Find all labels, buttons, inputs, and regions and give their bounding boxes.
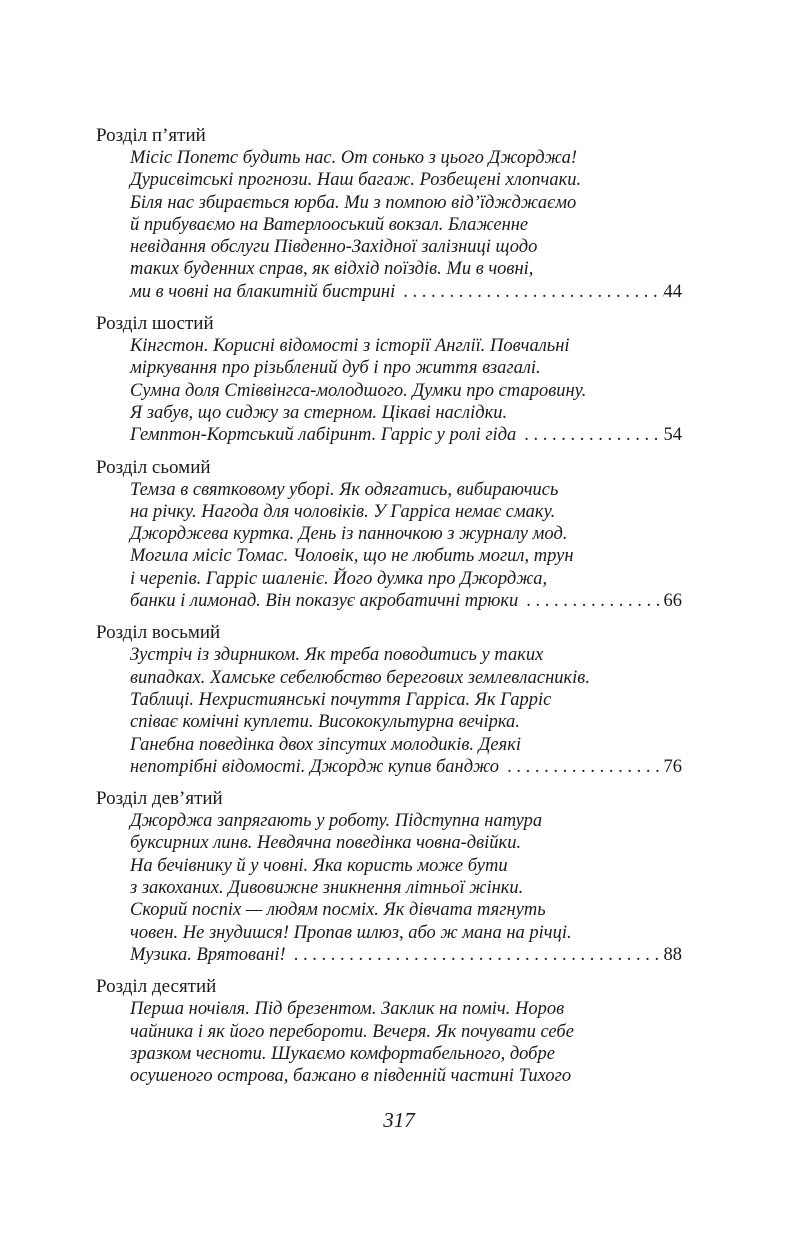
- summary-line: На бечівнику й у човні. Яка користь може бути: [130, 855, 508, 876]
- toc-entry-chapter-7: [96, 457, 682, 613]
- chapter-title: Розділ сьомий: [96, 456, 211, 478]
- summary-line: міркування про різьблений дуб і про життя взагалі.: [130, 358, 541, 379]
- page-reference: 76: [663, 756, 682, 777]
- summary-line: банки і лимонад. Він показує акробатичні трюки: [130, 591, 519, 612]
- summary-line: чайника і як його перебороти. Вечеря. Як почувати себе: [130, 1021, 574, 1042]
- summary-line: таких буденних справ, як відхід поїздів. Ми в човні,: [130, 259, 534, 280]
- summary-line: з закоханих. Дивовижне зникнення літньої жінки.: [130, 878, 524, 899]
- summary-line: непотрібні відомості. Джордж купив банджо: [130, 756, 500, 777]
- page-reference: 44: [663, 281, 682, 302]
- summary-last-line: [96, 944, 682, 966]
- chapter-title: Розділ шостий: [96, 313, 214, 335]
- dot-leader: [518, 590, 663, 612]
- summary-line: Перша ночівля. Під брезентом. Заклик на поміч. Норов: [130, 999, 565, 1020]
- page-reference: 54: [663, 425, 682, 446]
- toc-entry-chapter-9: [96, 788, 682, 966]
- page-number: 317: [383, 1108, 415, 1132]
- table-of-contents: [96, 125, 682, 1097]
- summary-line: Біля нас збирається юрба. Ми з помпою від’їджджаємо: [130, 192, 577, 213]
- chapter-title: Розділ дев’ятий: [96, 788, 223, 810]
- toc-entry-chapter-5: [96, 125, 682, 303]
- page-reference: 88: [663, 944, 682, 965]
- summary-line: випадках. Хамське себелюбство берегових землевласників.: [130, 667, 590, 688]
- summary-line: буксирних линв. Невдячна поведінка човна-двійки.: [130, 833, 522, 854]
- dot-leader: [286, 944, 664, 966]
- summary-line: Джорджа запрягають у роботу. Підступна натура: [130, 811, 543, 832]
- summary-line: Гемптон-Кортський лабіринт. Гарріс у ролі гіда: [130, 425, 517, 446]
- summary-line: Дурисвітські прогнози. Наш багаж. Розбещені хлопчаки.: [130, 170, 582, 191]
- dot-leader: [499, 756, 663, 778]
- chapter-title: Розділ восьмий: [96, 622, 221, 644]
- summary-line: осушеного острова, бажано в південній частині Тихого: [130, 1066, 572, 1087]
- summary-line: Джорджева куртка. День із панночкою з журналу мод.: [130, 524, 568, 545]
- page-reference: 66: [663, 591, 682, 612]
- summary-last-line: [96, 590, 682, 612]
- dot-leader: [516, 424, 663, 446]
- dot-leader: [395, 281, 663, 303]
- summary-line: Сумна доля Стіввінгса-молодшого. Думки про старовину.: [130, 380, 587, 401]
- summary-line: Зустріч із здирником. Як треба поводитись у таких: [130, 645, 544, 666]
- summary-line: невідання обслуги Південно-Західної залізниці щодо: [130, 237, 538, 258]
- summary-line: співає комічні куплети. Висококультурна вечірка.: [130, 712, 520, 733]
- summary-line: і черепів. Гарріс шаленіє. Його думка про Джорджа,: [130, 568, 548, 589]
- chapter-title: Розділ п’ятий: [96, 125, 206, 146]
- summary-line: Музика. Врятовані!: [130, 944, 286, 965]
- summary-line: ми в човні на блакитній бистрині: [130, 281, 396, 302]
- summary-line: Місіс Попетс будить нас. От сонько з цього Джорджа!: [130, 148, 578, 168]
- summary-line: Я забув, що сиджу за стерном. Цікаві наслідки.: [130, 402, 508, 423]
- summary-line: Ганебна поведінка двох зіпсутих молодиків. Деякі: [130, 734, 522, 755]
- summary-line: на річку. Нагода для чоловіків. У Гарріса немає смаку.: [130, 501, 556, 522]
- chapter-title: Розділ десятий: [96, 976, 217, 998]
- summary-last-line: [96, 424, 682, 446]
- summary-line: зразком чесноти. Шукаємо комфортабельного, добре: [130, 1043, 555, 1064]
- toc-entry-chapter-8: [96, 622, 682, 778]
- summary-line: Темза в святковому уборі. Як одягатись, вибираючись: [130, 479, 559, 500]
- toc-entry-chapter-6: [96, 313, 682, 446]
- summary-line: Скорий поспіх — людям посміх. Як дівчата тягнуть: [130, 900, 546, 921]
- summary-last-line: [96, 756, 682, 778]
- toc-entry-chapter-10: [96, 976, 682, 1087]
- summary-line: Кінгстон. Корисні відомості з історії Англії. Повчальні: [130, 336, 570, 357]
- summary-line: Таблиці. Нехристиянські почуття Гарріса. Як Гарріс: [130, 689, 552, 710]
- summary-line: й прибуваємо на Ватерлооський вокзал. Блаженне: [130, 214, 529, 235]
- summary-line: човен. Не знудишся! Пропав шлюз, або ж мана на річці.: [130, 922, 572, 943]
- summary-last-line: [96, 281, 682, 303]
- summary-line: Могила місіс Томас. Чоловік, що не любить могил, трун: [130, 546, 574, 567]
